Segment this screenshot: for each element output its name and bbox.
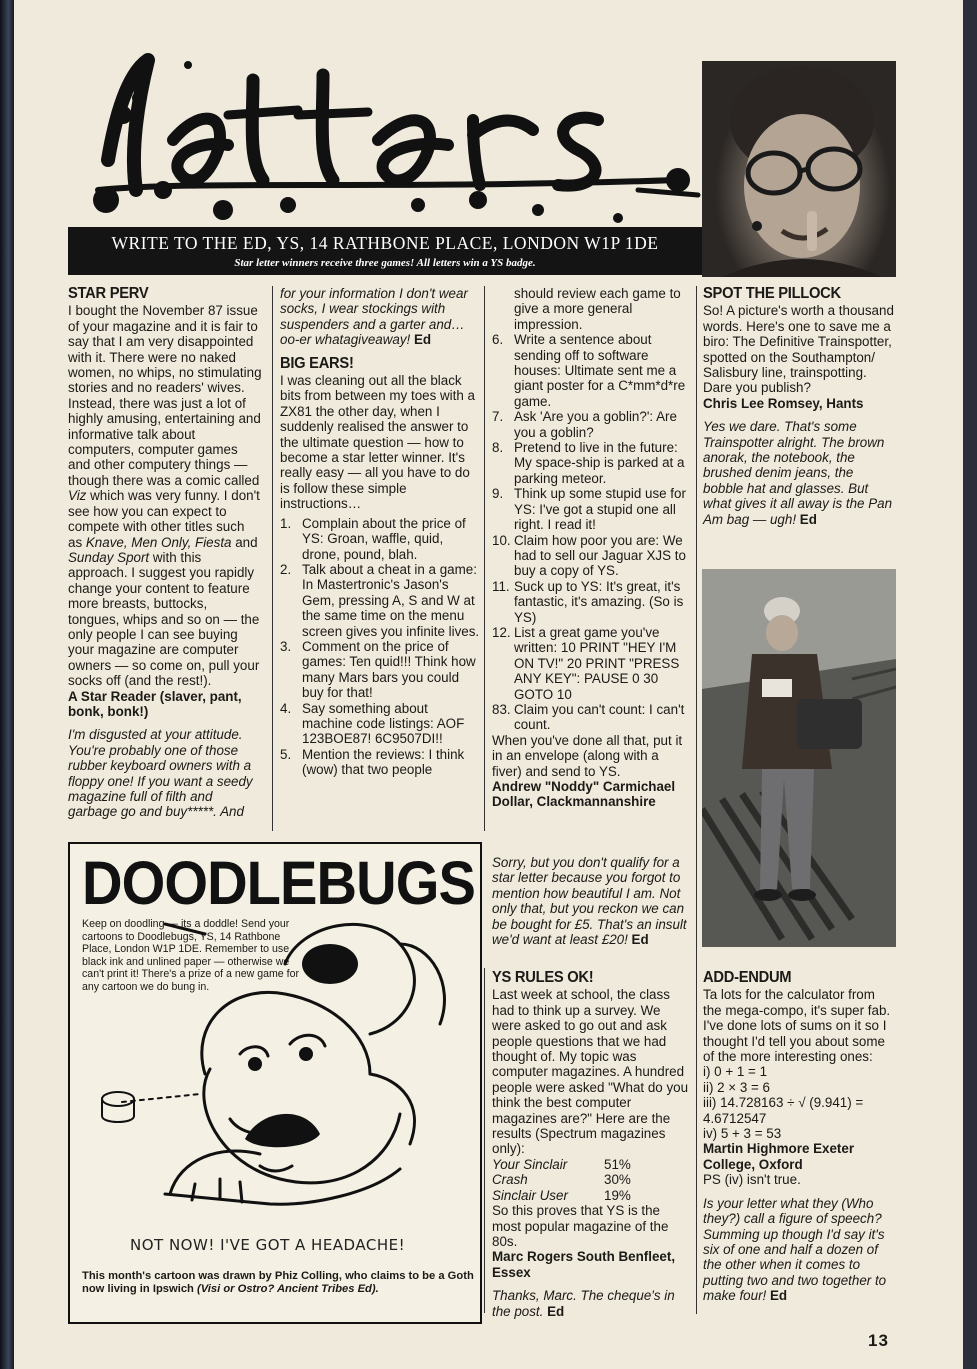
cartoon-caption: NOT NOW! I'VE GOT A HEADACHE! — [130, 1236, 406, 1254]
item-text: Think up some stupid use for YS: I've got a stupid one all right. I read it! — [514, 486, 686, 533]
item-number: 8. — [492, 440, 504, 456]
list-item — [492, 409, 692, 440]
doodlebugs-intro: Keep on doodling — its a doddle! Send your cartoons to Doodlebugs, YS, 14 Rathbone Place, London W1P 1DE. Remember to use black ink and unlined paper — otherwise we can't print it! There's a prize of a new game for any cartoon we do bung in. — [82, 918, 300, 993]
spot-pillock-body: So! A picture's worth a thousand words. Here's one to save me a biro: The Definitive Trainspotter, spotted on the Southampton/ Salisbury line, trainspotting. Dare you publish? — [703, 303, 894, 396]
prize-line: Star letter winners receive three games! All letters win a YS badge. — [234, 257, 536, 269]
item-text: Complain about the price of YS: Groan, waffle, quid, drone, pound, blah. — [302, 515, 466, 562]
add-endum-letter — [703, 970, 897, 1304]
item-text: Comment on the price of games: Ten quid!!! Think how many Mars bars you could buy for that! — [302, 638, 476, 701]
add-endum-ps: PS (iv) isn't true. — [703, 1172, 801, 1188]
result-pct: 19% — [604, 1187, 631, 1203]
ys-rules-letter — [492, 970, 692, 1319]
dog-cartoon — [70, 904, 480, 1234]
item-number: 4. — [280, 700, 292, 716]
item-text: List a great game you've written: 10 PRINT "HEY I'M ON TV!" 20 PRINT "PRESS ANY KEY": PAUSE 0 30 GOTO 10 — [514, 624, 680, 702]
item5-continuation: should review each game to give a more general impression. — [514, 286, 681, 332]
credit-aside: (Visi or Ostro? Ancient Tribes Ed). — [197, 1283, 379, 1296]
page-number: 13 — [868, 1331, 889, 1350]
list-item — [492, 533, 692, 579]
survey-results — [492, 1157, 692, 1203]
list-item — [492, 579, 692, 625]
list-item — [280, 639, 480, 701]
sum-line: ii) 2 × 3 = 6 — [703, 1079, 770, 1095]
letters-logo — [78, 40, 708, 230]
item-number: 6. — [492, 332, 504, 348]
spot-the-pillock-letter — [703, 286, 897, 527]
big-ears-outro: When you've done all that, put it in an envelope (along with a fiver) and send to YS. — [492, 732, 683, 779]
item-number: 5. — [280, 746, 292, 762]
sunday-sport-title: Sunday Sport — [68, 549, 150, 565]
star-perv-signature: A Star Reader (slaver, pant, bonk, bonk!) — [68, 688, 242, 719]
star-perv-heading: STAR PERV — [68, 285, 149, 302]
item-text: Pretend to live in the future: My space-ship is parked at a parking meteor. — [514, 440, 685, 486]
star-perv-letter — [68, 286, 262, 820]
trainspotter-photo — [702, 569, 896, 947]
magazine-spine — [0, 0, 14, 1369]
sum-line: iv) 5 + 3 = 53 — [703, 1126, 782, 1142]
ed-sign: Ed — [631, 932, 649, 948]
item-text: Suck up to YS: It's great, it's fantastic, it's amazing. (So is YS) — [514, 578, 684, 625]
address-banner — [68, 227, 702, 275]
big-ears-heading: BIG EARS! — [280, 354, 354, 372]
big-ears-letter-cont — [492, 286, 692, 810]
star-perv-reply-cont — [280, 286, 480, 348]
ed-sign: Ed — [770, 1288, 788, 1304]
star-perv-reply-tail: garbage go and buy*****. And — [68, 804, 244, 820]
result-name: Sinclair User — [492, 1187, 568, 1203]
star-perv-body-part3: with this approach. I suggest you rapidly change your content to feature more breasts, buttocks, tongues, whips and so on — the only people I can see buying your magazine are computer owners — so come on, pull your socks off (and the rest!). — [68, 549, 260, 689]
item-text: Say something about machine code listings: AOF 123BOE87! 6C9507DI!! — [302, 700, 465, 747]
item-text: Claim you can't count: I can't count. — [514, 701, 685, 733]
star-perv-reply: I'm disgusted at your attitude. You're probably one of those rubber keyboard owners with a floppy one! If you want a seedy magazine full of filth and — [68, 727, 253, 804]
item-number: 3. — [280, 638, 292, 654]
big-ears-intro: I was cleaning out all the black bits from between my toes with a ZX81 the other day, when I suddenly realised the answer to the ultimate question — how to become a star letter winner. It's really easy — all you have to do is follow these simple instructions… — [280, 373, 475, 512]
cartoon-credit — [82, 1270, 474, 1296]
list-item — [280, 562, 480, 639]
item-text: Ask 'Are you a goblin?': Are you a goblin? — [514, 409, 677, 440]
reply-text: Sorry, but you don't qualify for a star letter because you forgot to mention how beautiful I am. Not only that, but you reckon we can be bought for £5. That's an insult we'd want at least £20! — [492, 855, 687, 948]
address-line: WRITE TO THE ED, YS, 14 RATHBONE PLACE, LONDON W1P 1DE — [111, 233, 659, 253]
item-text: Write a sentence about sending off to software houses: Ultimate sent me a giant poster for a C*mm*d*re game. — [514, 332, 686, 409]
sum-line: iii) 14.728163 ÷ √ (9.941) = 4.6712547 — [703, 1095, 864, 1126]
add-endum-heading: ADD-ENDUM — [703, 969, 792, 986]
reply-text: Is your letter what they (Who they?) call a figure of speech? Summing up though I'd say it's six of one and half a dozen of the other when it comes to putting two and two together to make four! — [703, 1195, 887, 1304]
list-item — [492, 486, 692, 532]
viz-title: Viz — [68, 488, 87, 504]
star-perv-body-part2: which was very funny. I don't see how you can expect to compete with other titles such as — [68, 488, 260, 550]
ys-rules-reply — [492, 1288, 692, 1319]
and-word: and — [231, 534, 258, 550]
big-ears-signature: Andrew "Noddy" Carmichael Dollar, Clackmannanshire — [492, 779, 676, 810]
list-item — [280, 701, 480, 747]
ed-sign: Ed — [799, 511, 817, 527]
item-number: 12. — [492, 624, 511, 640]
reply-text: Thanks, Marc. The cheque's in the post. — [492, 1288, 675, 1319]
star-perv-body-part1: I bought the November 87 issue of your magazine and it is fair to say that I am very disappointed with it. There were no naked women, no whips, no stimulating stories and no readers' wives. Instead, there was just a lot of highly amusing, entertaining and informative talk about computers, computer games and other computery things — though there was a comic called — [68, 303, 262, 488]
item-number: 1. — [280, 515, 292, 531]
trainspotter-photo-drawing — [702, 569, 896, 947]
list-item — [492, 332, 692, 409]
result-pct: 51% — [604, 1156, 631, 1172]
sum-line: i) 0 + 1 = 1 — [703, 1064, 768, 1080]
doodlebugs-box — [68, 842, 482, 1324]
list-item — [492, 625, 692, 702]
big-ears-list-part2 — [492, 332, 692, 733]
magazine-page — [14, 0, 963, 1369]
list-item — [492, 702, 692, 733]
add-endum-body: Ta lots for the calculator from the mega-compo, it's super fab. I've done lots of sums on it so I thought I'd tell you about some of the more interesting ones: — [703, 987, 891, 1065]
reply-text: Yes we dare. That's some Trainspotter alright. The brown anorak, the notebook, the brushed denim jeans, the bobble hat and glasses. But what gives it all away is the Pan Am bag — ugh! — [703, 419, 893, 527]
spot-pillock-signature: Chris Lee Romsey, Hants — [703, 395, 864, 411]
editor-photo — [702, 61, 896, 277]
item-number: 83. — [492, 701, 511, 717]
ys-rules-heading: YS RULES OK! — [492, 969, 594, 986]
column-rule — [272, 286, 273, 831]
item-number: 7. — [492, 409, 504, 425]
item-number: 11. — [492, 578, 510, 594]
ys-rules-conclusion: So this proves that YS is the most popular magazine of the 80s. — [492, 1203, 669, 1249]
list-item — [492, 440, 692, 486]
result-name: Crash — [492, 1172, 528, 1188]
ed-sign: Ed — [547, 1303, 565, 1319]
spot-pillock-heading: SPOT THE PILLOCK — [703, 285, 841, 302]
editor-photo-drawing — [702, 61, 896, 277]
big-ears-reply-text — [492, 855, 692, 947]
list-item — [280, 747, 480, 778]
star-perv-body — [68, 303, 262, 688]
add-endum-signature: Martin Highmore Exeter College, Oxford — [703, 1141, 855, 1172]
item-number: 10. — [492, 532, 511, 548]
column-rule — [696, 286, 697, 1314]
ys-rules-body: Last week at school, the class had to think up a survey. We were asked to go out and ask people questions that we had thought of. My topic was computer magazines. A hundred people were asked "What do you think the best computer magazines are?" Here are the results (Spectrum magazines only): — [492, 987, 689, 1157]
item-number: 2. — [280, 561, 292, 577]
big-ears-reply — [492, 855, 692, 947]
item-text: Claim how poor you are: We had to sell our Jaguar XJS to buy a copy of YS. — [514, 532, 686, 579]
result-pct: 30% — [604, 1172, 631, 1188]
spot-pillock-reply — [703, 419, 897, 527]
big-ears-list-part1 — [280, 516, 480, 778]
list-item — [280, 516, 480, 562]
result-name: Your Sinclair — [492, 1156, 568, 1172]
item-number: 9. — [492, 486, 504, 502]
magazine-titles: Knave, Men Only, Fiesta — [85, 534, 232, 550]
column-rule — [484, 286, 485, 831]
column-rule — [484, 968, 485, 1313]
ed-sign: Ed — [414, 332, 432, 348]
item-text: Talk about a cheat in a game: In Mastertronic's Jason's Gem, pressing A, S and W at the same time on the menu screen gives you infinite lives. — [302, 561, 480, 639]
letters-masthead — [78, 40, 708, 230]
big-ears-letter — [280, 286, 480, 778]
ys-rules-signature: Marc Rogers South Benfleet, Essex — [492, 1249, 676, 1280]
star-perv-reply-cont-text: for your information I don't wear socks, I wear stockings with suspenders and a garter and… oo-er whatagiveaway! — [280, 286, 468, 348]
item-text: Mention the reviews: I think (wow) that two people — [302, 746, 465, 778]
add-endum-reply — [703, 1196, 897, 1304]
credit-text: This month's cartoon was drawn by Phiz Colling, who claims to be a Goth now living in Ipswich — [82, 1270, 474, 1296]
doodlebugs-title: DOODLEBUGS — [82, 849, 476, 917]
